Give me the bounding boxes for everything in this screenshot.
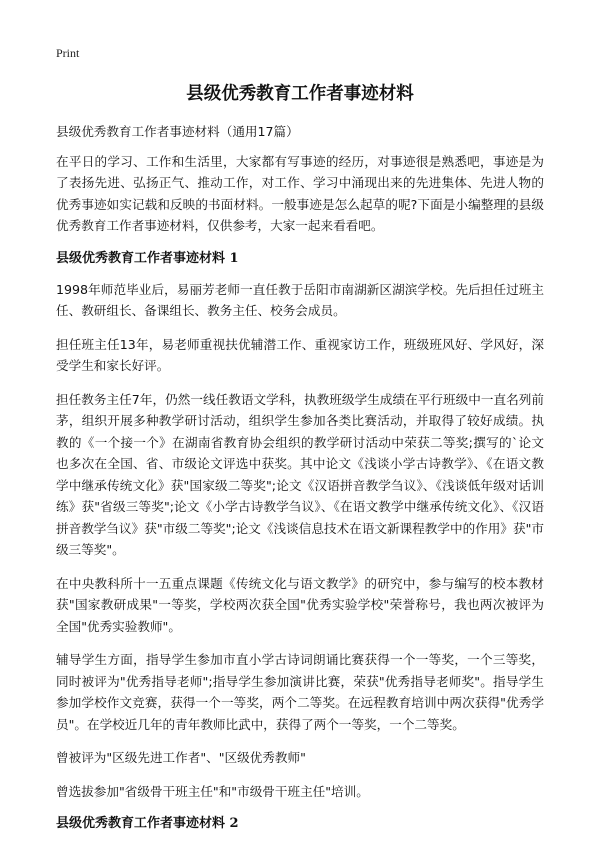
body-paragraph: 担任班主任13年，易老师重视扶优辅潜工作、重视家访工作，班级班风好、学风好，深受学生和家长好评。 [56,336,544,373]
body-paragraph: 在中央教科所十一五重点课题《传统文化与语文教学》的研究中，参与编写的校本教材获"国家教研成果"一等奖，学校两次获全国"优秀实验学校"荣誉称号，我也两次被评为全国"优秀实验教师"。 [56,575,544,634]
document-title: 县级优秀教育工作者事迹材料 [186,84,414,104]
body-paragraph: 辅导学生方面，指导学生参加市直小学古诗词朗诵比赛获得一个一等奖，一个三等奖，同时被评为"优秀指导老师";指导学生参加演讲比赛，荣获"优秀指导老师奖"。指导学生参加学校作文竞赛，获得一个一等奖，两个二等奖。在远程教育培训中两次获得"优秀学员"。在学校近几年的青年教师比武中，获得了两个一等奖，一个二等奖。 [56,652,544,732]
body-paragraph: 曾被评为"区级先进工作者"、"区级优秀教师" [56,750,306,765]
section-heading-1: 县级优秀教育工作者事迹材料 1 [56,250,239,266]
document-subtitle: 县级优秀教育工作者事迹材料（通用17篇） [56,124,299,139]
intro-paragraph: 在平日的学习、工作和生活里，大家都有写事迹的经历，对事迹很是熟悉吧，事迹是为了表扬先进、弘扬正气、推动工作，对工作、学习中涌现出来的先进集体、先进人物的优秀事迹如实记载和反映的书面材料。一般事迹是怎么起草的呢?下面是小编整理的县级优秀教育工作者事迹材料，仅供参考，大家一起来看看吧。 [56,153,544,233]
print-link[interactable]: Print [56,46,80,60]
body-paragraph: 1998年师范毕业后，易丽芳老师一直任教于岳阳市南湖新区湖滨学校。先后担任过班主任、教研组长、备课组长、教务主任、校务会成员。 [56,281,544,318]
body-paragraph: 担任教务主任7年，仍然一线任教语文学科，执教班级学生成绩在平行班级中一直名列前茅，组织开展多种教学研讨活动，组织学生参加各类比赛活动，并取得了较好成绩。执教的《一个接一个》在湖南省教育协会组织的教学研讨活动中荣获二等奖;撰写的`论文也多次在全国、省、市级论文评选中获奖。其中论文《浅谈小学古诗教学》、《在语文教学中继承传统文化》获"国家级二等奖";论文《汉语拼音教学刍议》、《浅谈低年级对话训练》获"省级三等奖";论文《小学古诗教学刍议》、《在语文教学中继承传统文化》、《汉语拼音教学刍议》获"市级二等奖";论文《浅谈信息技术在语文新课程教学中的作用》获"市级三等奖"。 [56,391,544,557]
section-heading-2: 县级优秀教育工作者事迹材料 2 [56,816,239,831]
body-paragraph: 曾选拔参加"省级骨干班主任"和"市级骨干班主任"培训。 [56,783,369,799]
document-body [56,121,544,844]
